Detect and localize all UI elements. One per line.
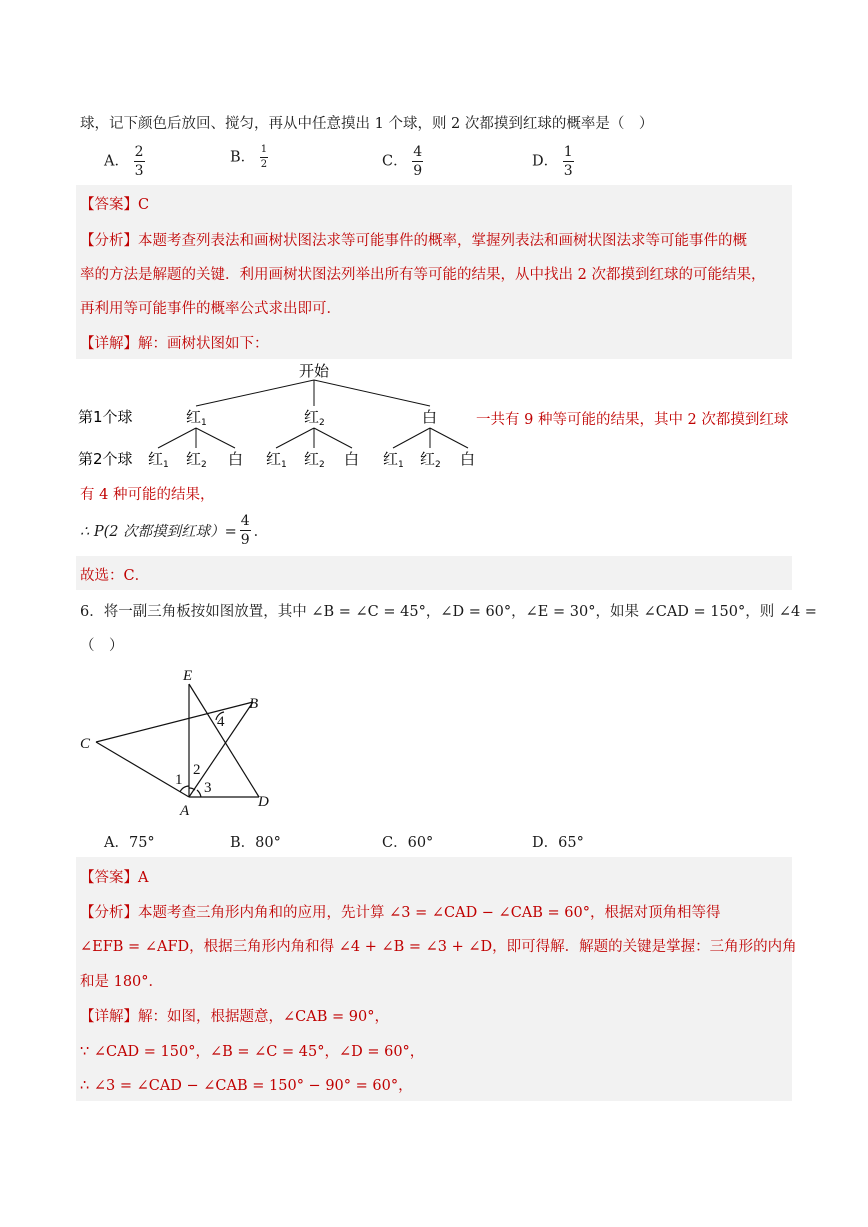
q6-detail-1: 【详解】解：如图，根据题意，∠CAB = 90°， (80, 1009, 389, 1025)
svg-text:4: 4 (217, 714, 225, 730)
leaf: 红$_1$ (383, 450, 404, 470)
option-b: B．80° (230, 835, 281, 851)
question-stem: 球，记下颜色后放回、搅匀，再从中任意摸出 1 个球，则 2 次都摸到红球的概率是（ ） (80, 116, 654, 132)
tree-diagram (78, 358, 488, 474)
leaf: 红$_1$ (148, 450, 169, 470)
row2-label: 第2个球 (78, 450, 133, 468)
option-a: A．75° (104, 835, 155, 851)
svg-text:B: B (249, 696, 259, 712)
answer-line: 【答案】C (80, 197, 150, 213)
q6-detail-2: ∵ ∠CAD = 150°，∠B = ∠C = 45°，∠D = 60°， (80, 1044, 425, 1060)
q6-analysis-1: 【分析】本题考查三角形内角和的应用，先计算 ∠3 = ∠CAD − ∠CAB = 60°，根据对顶角相等得 (80, 905, 721, 921)
svg-text:C: C (80, 736, 91, 752)
analysis-line-1: 【分析】本题考查列表法和画树状图法求等可能事件的概率，掌握列表法和画树状图法求等可能事件的概 (80, 233, 747, 249)
leaf: 白 (344, 450, 360, 468)
options-row (104, 145, 624, 181)
node-white: 白 (422, 408, 438, 426)
svg-text:E: E (183, 668, 193, 684)
node-red1: 红$_1$ (186, 408, 207, 428)
leaf: 红$_2$ (186, 450, 207, 470)
option-a: A． $\frac{2}{3}$ (104, 144, 144, 179)
option-c: C． $\frac{4}{9}$ (382, 144, 423, 179)
row1-label: 第1个球 (78, 408, 133, 426)
q6-analysis-3: 和是 180°． (80, 974, 164, 990)
leaf: 红$_1$ (266, 450, 287, 470)
q6-stem: 6．将一副三角板按如图放置，其中 ∠B = ∠C = 45°，∠D = 60°，∠E = 30°，如果 ∠CAD = 150°，则 ∠4 = (80, 604, 817, 620)
svg-text:D: D (258, 794, 269, 810)
tree-note-2: 有 4 种可能的结果， (80, 487, 215, 503)
leaf: 白 (228, 450, 244, 468)
choose-line: 故选：C． (80, 568, 150, 584)
svg-text:A: A (180, 803, 190, 819)
leaf: 红$_2$ (304, 450, 325, 470)
leaf: 红$_2$ (420, 450, 441, 470)
option-d: D． $\frac{1}{3}$ (532, 144, 573, 179)
svg-text:1: 1 (175, 772, 183, 788)
q6-solution-box (76, 857, 792, 1101)
option-d: D．65° (532, 835, 584, 851)
tree-root: 开始 (298, 362, 330, 380)
tree-note: 一共有 9 种等可能的结果，其中 2 次都摸到红球 (476, 412, 789, 428)
analysis-line-3: 再利用等可能事件的概率公式求出即可． (80, 301, 341, 317)
q6-answer: 【答案】A (80, 870, 149, 886)
q6-detail-3: ∴ ∠3 = ∠CAD − ∠CAB = 150° − 90° = 60°， (80, 1078, 413, 1094)
leaf: 白 (460, 450, 476, 468)
q6-stem-2: （ ） (80, 638, 124, 654)
detail-line: 【详解】解：画树状图如下： (80, 336, 269, 352)
svg-text:3: 3 (204, 780, 212, 796)
probability-line: ∴ P(2 次都摸到红球）= $\frac{4}{9}$ ． (80, 513, 269, 548)
svg-text:2: 2 (193, 762, 201, 778)
choose-box (76, 556, 792, 590)
option-c: C．60° (382, 835, 434, 851)
analysis-line-2: 率的方法是解题的关键．利用画树状图法列举出所有等可能的结果，从中找出 2 次都摸到红球的可能结果， (80, 267, 766, 283)
node-red2: 红$_2$ (304, 408, 325, 428)
triangle-figure (76, 664, 286, 820)
q6-analysis-2: ∠EFB = ∠AFD，根据三角形内角和得 ∠4 + ∠B = ∠3 + ∠D，即可得解．解题的关键是掌握：三角形的内角 (80, 939, 797, 955)
option-b: B． $\frac{1}{2}$ (230, 144, 268, 170)
